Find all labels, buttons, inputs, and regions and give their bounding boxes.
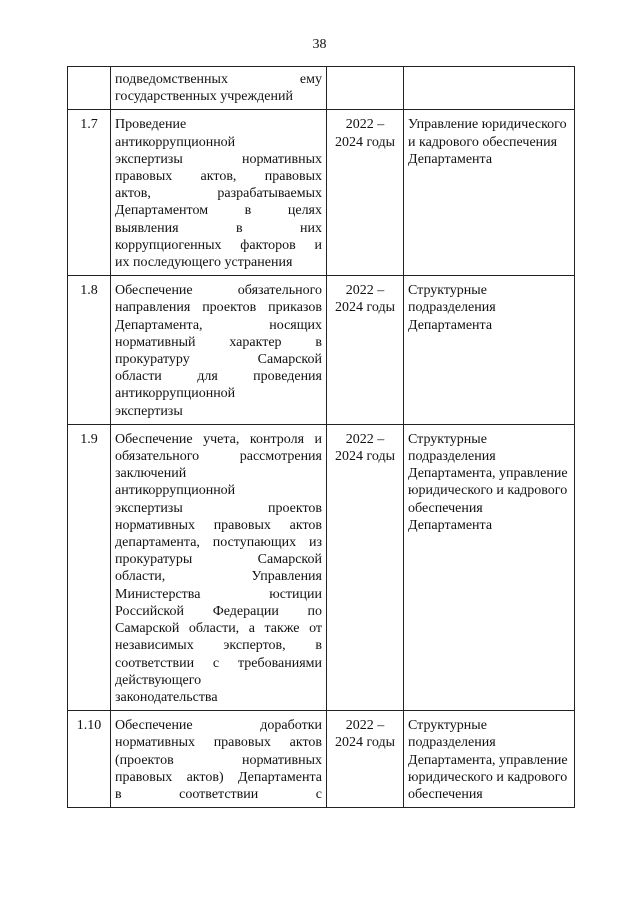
measure-line: обязательного рассмотрения bbox=[115, 449, 322, 465]
executor-cell bbox=[404, 276, 575, 425]
table-row bbox=[68, 711, 575, 808]
executor-line: Структурные bbox=[408, 718, 487, 734]
measure-line: правовых актов) Департамента bbox=[115, 769, 322, 785]
measure-line: прокуратуры Самарской bbox=[115, 552, 322, 568]
measure-line: департамента, поступающих из bbox=[115, 535, 322, 551]
executor-line: Департамента, управление bbox=[408, 466, 568, 482]
item-number-cell bbox=[68, 67, 111, 110]
measure-line: Департамента, носящих bbox=[115, 317, 322, 333]
item-number-cell: 1.9 bbox=[68, 424, 111, 710]
measure-line: нормативных правовых актов bbox=[115, 735, 322, 751]
executor-cell bbox=[404, 67, 575, 110]
table-row bbox=[68, 276, 575, 425]
measure-line: Обеспечение доработки bbox=[115, 718, 322, 734]
executor-line: юридического и кадрового bbox=[408, 769, 568, 785]
table-row bbox=[68, 110, 575, 276]
executor-line: Структурные bbox=[408, 431, 487, 447]
measures-table bbox=[67, 66, 575, 808]
period-cell bbox=[327, 424, 404, 710]
executor-line: подразделения bbox=[408, 449, 496, 465]
measure-name-cell bbox=[111, 110, 327, 276]
period-line: 2024 годы bbox=[334, 300, 396, 316]
executor-line: Управление юридического bbox=[408, 117, 567, 133]
measure-line: коррупциогенных факторов и bbox=[115, 237, 322, 253]
measure-name-cell bbox=[111, 424, 327, 710]
executor-cell bbox=[404, 110, 575, 276]
measure-line: их последующего устранения bbox=[115, 255, 293, 271]
item-number-cell: 1.8 bbox=[68, 276, 111, 425]
period-line: 2024 годы bbox=[334, 735, 396, 751]
executor-cell bbox=[404, 424, 575, 710]
measure-line: экспертизы bbox=[115, 403, 183, 419]
period-line: 2022 – bbox=[345, 431, 385, 447]
measure-line: государственных учреждений bbox=[115, 89, 293, 105]
period-line: 2022 – bbox=[345, 283, 385, 299]
measure-line: экспертизы нормативных bbox=[115, 151, 322, 167]
measure-line: нормативный характер в bbox=[115, 334, 322, 350]
executor-line: обеспечения bbox=[408, 500, 483, 516]
measure-line: Министерства юстиции bbox=[115, 586, 322, 602]
executor-line: Департамента bbox=[408, 151, 493, 167]
executor-line: Департамента bbox=[408, 517, 493, 533]
period-cell bbox=[327, 67, 404, 110]
measure-line: антикоррупционной bbox=[115, 483, 236, 499]
measure-line: соответствии с требованиями bbox=[115, 655, 322, 671]
measure-line: Департаментом в целях bbox=[115, 203, 322, 219]
measure-line: Обеспечение учета, контроля и bbox=[115, 431, 322, 447]
measure-line: (проектов нормативных bbox=[115, 752, 322, 768]
measure-line: антикоррупционной bbox=[115, 134, 236, 150]
measure-line: Российской Федерации по bbox=[115, 603, 322, 619]
measure-line: экспертизы проектов bbox=[115, 500, 322, 516]
executor-line: Департамента, управление bbox=[408, 752, 568, 768]
period-cell bbox=[327, 110, 404, 276]
period-line: 2022 – bbox=[345, 718, 385, 734]
executor-line: и кадрового обеспечения bbox=[408, 134, 558, 150]
executor-line: юридического и кадрового bbox=[408, 483, 568, 499]
table-row bbox=[68, 67, 575, 110]
measure-line: Обеспечение обязательного bbox=[115, 283, 322, 299]
measure-line: законодательства bbox=[115, 689, 218, 705]
period-cell bbox=[327, 711, 404, 808]
executor-cell bbox=[404, 711, 575, 808]
measure-line: направления проектов приказов bbox=[115, 300, 322, 316]
period-line: 2022 – bbox=[345, 117, 385, 133]
measure-line: правовых актов, правовых bbox=[115, 169, 322, 185]
period-line: 2024 годы bbox=[334, 134, 396, 150]
executor-line: обеспечения bbox=[408, 786, 483, 802]
measure-line: заключений bbox=[115, 466, 187, 482]
executor-line: Департамента bbox=[408, 317, 493, 333]
item-number-cell: 1.7 bbox=[68, 110, 111, 276]
measure-line: независимых экспертов, в bbox=[115, 638, 322, 654]
executor-line: Структурные bbox=[408, 283, 487, 299]
measure-line: области для проведения bbox=[115, 369, 322, 385]
measure-line: Самарской области, а также от bbox=[115, 621, 322, 637]
measure-line: актов, разрабатываемых bbox=[115, 186, 322, 202]
executor-line: подразделения bbox=[408, 300, 496, 316]
measure-name-cell bbox=[111, 67, 327, 110]
page-number: 38 bbox=[312, 37, 327, 52]
measure-name-cell bbox=[111, 711, 327, 808]
measure-line: Проведение bbox=[115, 117, 187, 133]
measure-line: прокуратуру Самарской bbox=[115, 352, 322, 368]
item-number-cell: 1.10 bbox=[68, 711, 111, 808]
table-row bbox=[68, 424, 575, 710]
executor-line: подразделения bbox=[408, 735, 496, 751]
measure-name-cell bbox=[111, 276, 327, 425]
measure-line: нормативных правовых актов bbox=[115, 517, 322, 533]
measure-line: антикоррупционной bbox=[115, 386, 236, 402]
measure-line: выявления в них bbox=[115, 220, 322, 236]
measure-line: подведомственных ему bbox=[115, 72, 322, 87]
measure-line: действующего bbox=[115, 672, 202, 688]
measure-line: области, Управления bbox=[115, 569, 322, 585]
period-cell bbox=[327, 276, 404, 425]
period-line: 2024 годы bbox=[334, 449, 396, 465]
measure-line: в соответствии с bbox=[115, 786, 322, 802]
